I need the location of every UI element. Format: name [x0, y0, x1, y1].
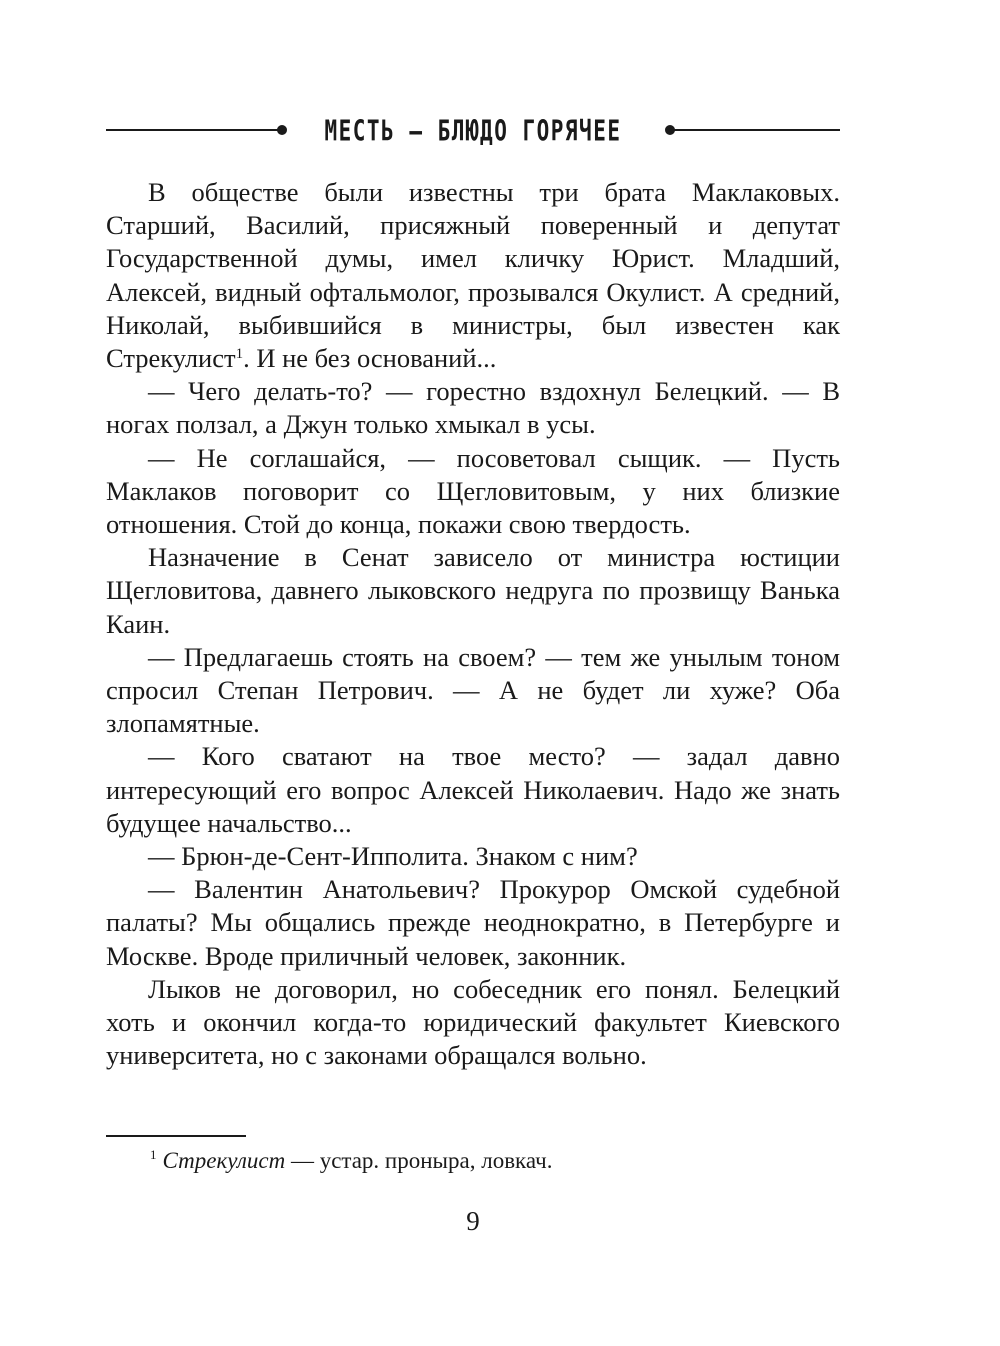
paragraph-9: Лыков не договорил, но собеседник его понял. Белецкий хоть и окончил когда-то юридический факультет Киевского университета, но с законами обращался вольно. [106, 973, 840, 1071]
paragraph-1-first-line-text: В обществе были известны три брата Маклаковых. [148, 177, 840, 207]
header-rule-right [669, 129, 840, 131]
footnote-term: Стрекулист [162, 1148, 286, 1173]
footnote-mark: 1 [150, 1147, 157, 1162]
running-header [106, 112, 840, 148]
paragraph-8: — Валентин Анатольевич? Прокурор Омской судебной палаты? Мы общались прежде неоднократно, в Петербурге и Москве. Вроде приличный человек, законник. [106, 874, 840, 971]
footnote [150, 1146, 552, 1176]
paragraph-5: — Предлагаешь стоять на своем? — тем же унылым тоном спросил Степан Петрович. — А не будет ли хуже? Оба злопамятные. [106, 641, 840, 739]
running-header-title: МЕСТЬ — БЛЮДО ГОРЯЧЕЕ [324, 115, 622, 148]
footnote-separator [106, 1135, 246, 1137]
header-rule-left [106, 129, 281, 131]
paragraph-1 [106, 209, 840, 375]
header-ornament-dot-left [277, 125, 287, 135]
paragraph-1-text: Старший, Василий, присяжный поверенный и депутат Государственной думы, имел кличку Юрист. Младший, Алексей, видный офтальмолог, прозывался Окулист. А средний, Николай, выбившийся в министры, был известен как Стрекулист [106, 210, 840, 374]
paragraph-2: — Чего делать-то? — горестно вздохнул Белецкий. — В ногах ползал, а Джун только хмыкал в усы. [106, 376, 840, 440]
page-number: 9 [466, 1206, 480, 1236]
footnote-reference: 1 [235, 346, 244, 363]
paragraph-6: — Кого сватают на твое место? — задал давно интересующий его вопрос Алексей Николаевич. Надо же знать будущее начальство... [106, 741, 840, 838]
paragraph-1-first-line [106, 176, 840, 209]
paragraph-7: — Брюн-де-Сент-Ипполита. Знаком с ним? [148, 841, 638, 872]
paragraph-4: Назначение в Сенат зависело от министра юстиции Щегловитова, давнего лыковского недруга по прозвищу Ванька Каин. [106, 542, 840, 639]
body-text [106, 176, 840, 1072]
footnote-text: — устар. проныра, ловкач. [285, 1148, 553, 1173]
paragraph-3: — Не соглашайся, — посоветовал сыщик. — Пусть Маклаков поговорит со Щегловитовым, у них близкие отношения. Стой до конца, покажи свою твердость. [106, 442, 840, 540]
paragraph-1-tail: . И не без оснований... [243, 343, 497, 374]
